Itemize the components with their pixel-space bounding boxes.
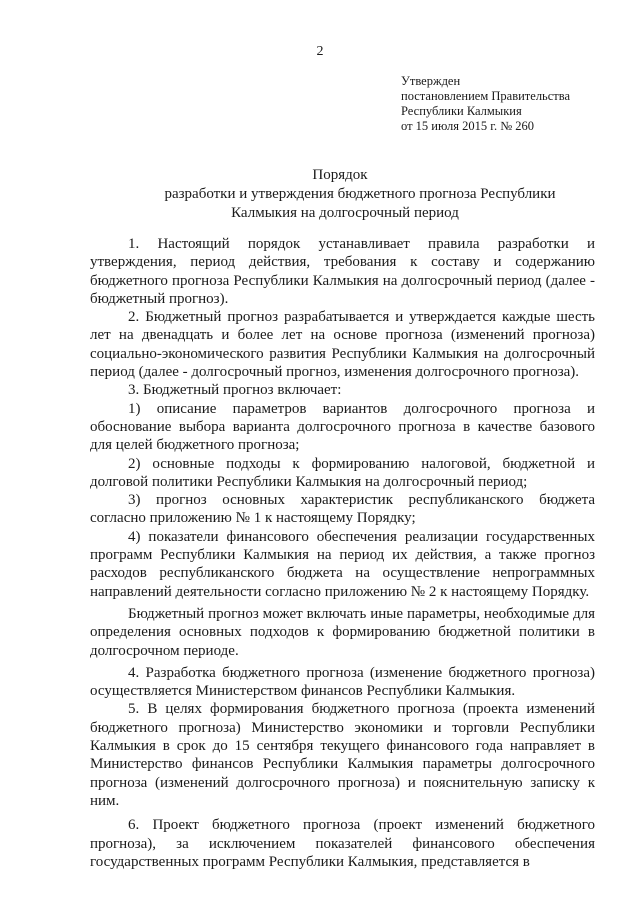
title-line: Порядок — [312, 167, 368, 183]
paragraph: 1. Настоящий порядок устанавливает правила разработки и утверждения, период действия, требования к составу и содержанию бюджетного прогноза Республики Калмыкия на долгосрочный период (далее - бюджетный прогноз). — [90, 236, 595, 307]
approval-stamp — [401, 74, 570, 134]
approval-line: от 15 июля 2015 г. № 260 — [401, 119, 535, 133]
approval-line: Республики Калмыкия — [401, 104, 522, 118]
title-line: разработки и утверждения бюджетного прогноза Республики — [164, 186, 556, 202]
paragraph: 3. Бюджетный прогноз включает: — [128, 382, 342, 399]
paragraph: 4) показатели финансового обеспечения реализации государственных программ Республики Калмыкия на период их действия, а также прогноз расходов республиканского бюджета на осуществление непрограммных направлений деятельности согласно приложению № 2 к настоящему Порядку. — [90, 528, 595, 600]
paragraph: Бюджетный прогноз может включать иные параметры, необходимые для определения основных подходов к формированию бюджетной политики в долгосрочном периоде. — [90, 605, 595, 659]
paragraph: 2) основные подходы к формированию налоговой, бюджетной и долговой политики Республики Калмыкия на долгосрочный период; — [90, 455, 595, 490]
paragraph: 5. В целях формирования бюджетного прогноза (проекта изменений бюджетного прогноза) Министерство экономики и торговли Республики Калмыкия в срок до 15 сентября текущего финансового года направляет в Министерство финансов Республики Калмыкия параметры долгосрочного прогноза (изменений долгосрочного прогноза) и пояснительную записку к ним. — [90, 701, 595, 809]
document-body — [90, 235, 595, 871]
paragraph: 2. Бюджетный прогноз разрабатывается и утверждается каждые шесть лет на двенадцать и более лет на основе прогноза (изменений прогноза) социально-экономического развития Республики Калмыкия на долгосрочный период (далее - долгосрочный прогноз, изменения долгосрочного прогноза). — [90, 309, 595, 381]
approval-line: постановлением Правительства — [401, 89, 571, 103]
paragraph: 6. Проект бюджетного прогноза (проект изменений бюджетного прогноза), за исключением показателей финансового обеспечения государственных программ Республики Калмыкия, представляется в — [90, 817, 595, 870]
approval-line: Утвержден — [401, 74, 461, 88]
paragraph: 4. Разработка бюджетного прогноза (изменение бюджетного прогноза) осуществляется Министерством финансов Республики Калмыкия. — [90, 664, 595, 700]
page-number: 2 — [316, 44, 324, 59]
title-line: Калмыкия на долгосрочный период — [231, 205, 459, 221]
paragraph: 1) описание параметров вариантов долгосрочного прогноза и обоснование выбора варианта долгосрочного прогноза в качестве базового для целей бюджетного прогноза; — [90, 400, 595, 454]
document-title — [0, 166, 640, 223]
paragraph: 3) прогноз основных характеристик республиканского бюджета согласно приложению № 1 к настоящему Порядку; — [90, 492, 595, 527]
